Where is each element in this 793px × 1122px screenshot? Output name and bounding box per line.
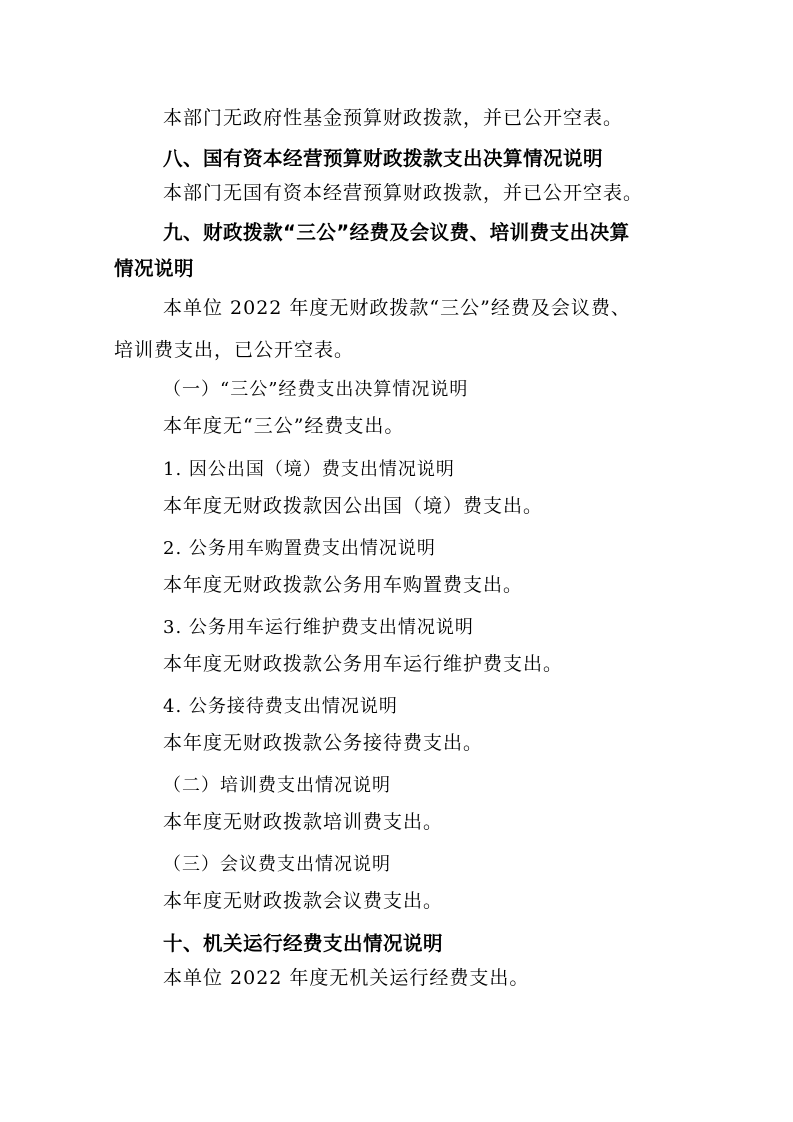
paragraph-sub-2: 本年度无财政拨款培训费支出。	[163, 811, 444, 833]
paragraph-sub-3: 本年度无财政拨款会议费支出。	[163, 890, 444, 912]
subheading-2: （二）培训费支出情况说明	[163, 775, 391, 796]
paragraph-item-4: 本年度无财政拨款公务接待费支出。	[163, 732, 484, 754]
item-heading-1: 1. 因公出国（境）费支出情况说明	[163, 459, 455, 480]
item-heading-4: 4. 公务接待费支出情况说明	[163, 696, 398, 717]
section-heading-9-line1: 九、财政拨款“三公”经费及会议费、培训费支出决算	[163, 221, 630, 244]
paragraph-state-capital: 本部门无国有资本经营预算财政拨款，并已公开空表。	[163, 182, 644, 204]
paragraph-section-10: 本单位 2022 年度无机关运行经费支出。	[163, 967, 530, 989]
subheading-3: （三）会议费支出情况说明	[163, 854, 391, 875]
paragraph-sub-1: 本年度无“三公”经费支出。	[163, 415, 405, 437]
paragraph-item-1: 本年度无财政拨款因公出国（境）费支出。	[163, 495, 544, 517]
paragraph-item-2: 本年度无财政拨款公务用车购置费支出。	[163, 574, 524, 596]
item-heading-3: 3. 公务用车运行维护费支出情况说明	[163, 617, 474, 638]
subheading-1: （一）“三公”经费支出决算情况说明	[163, 379, 469, 400]
item-heading-2: 2. 公务用车购置费支出情况说明	[163, 538, 436, 559]
section-heading-10: 十、机关运行经费支出情况说明	[163, 932, 444, 955]
paragraph-three-public-line2: 培训费支出，已公开空表。	[114, 339, 355, 361]
paragraph-item-3: 本年度无财政拨款公务用车运行维护费支出。	[163, 653, 564, 675]
section-heading-8: 八、国有资本经营预算财政拨款支出决算情况说明	[163, 147, 604, 170]
section-heading-9-line2: 情况说明	[114, 257, 195, 280]
paragraph-gov-fund: 本部门无政府性基金预算财政拨款，并已公开空表。	[163, 107, 624, 129]
paragraph-three-public-line1: 本单位 2022 年度无财政拨款“三公”经费及会议费、	[163, 297, 631, 319]
